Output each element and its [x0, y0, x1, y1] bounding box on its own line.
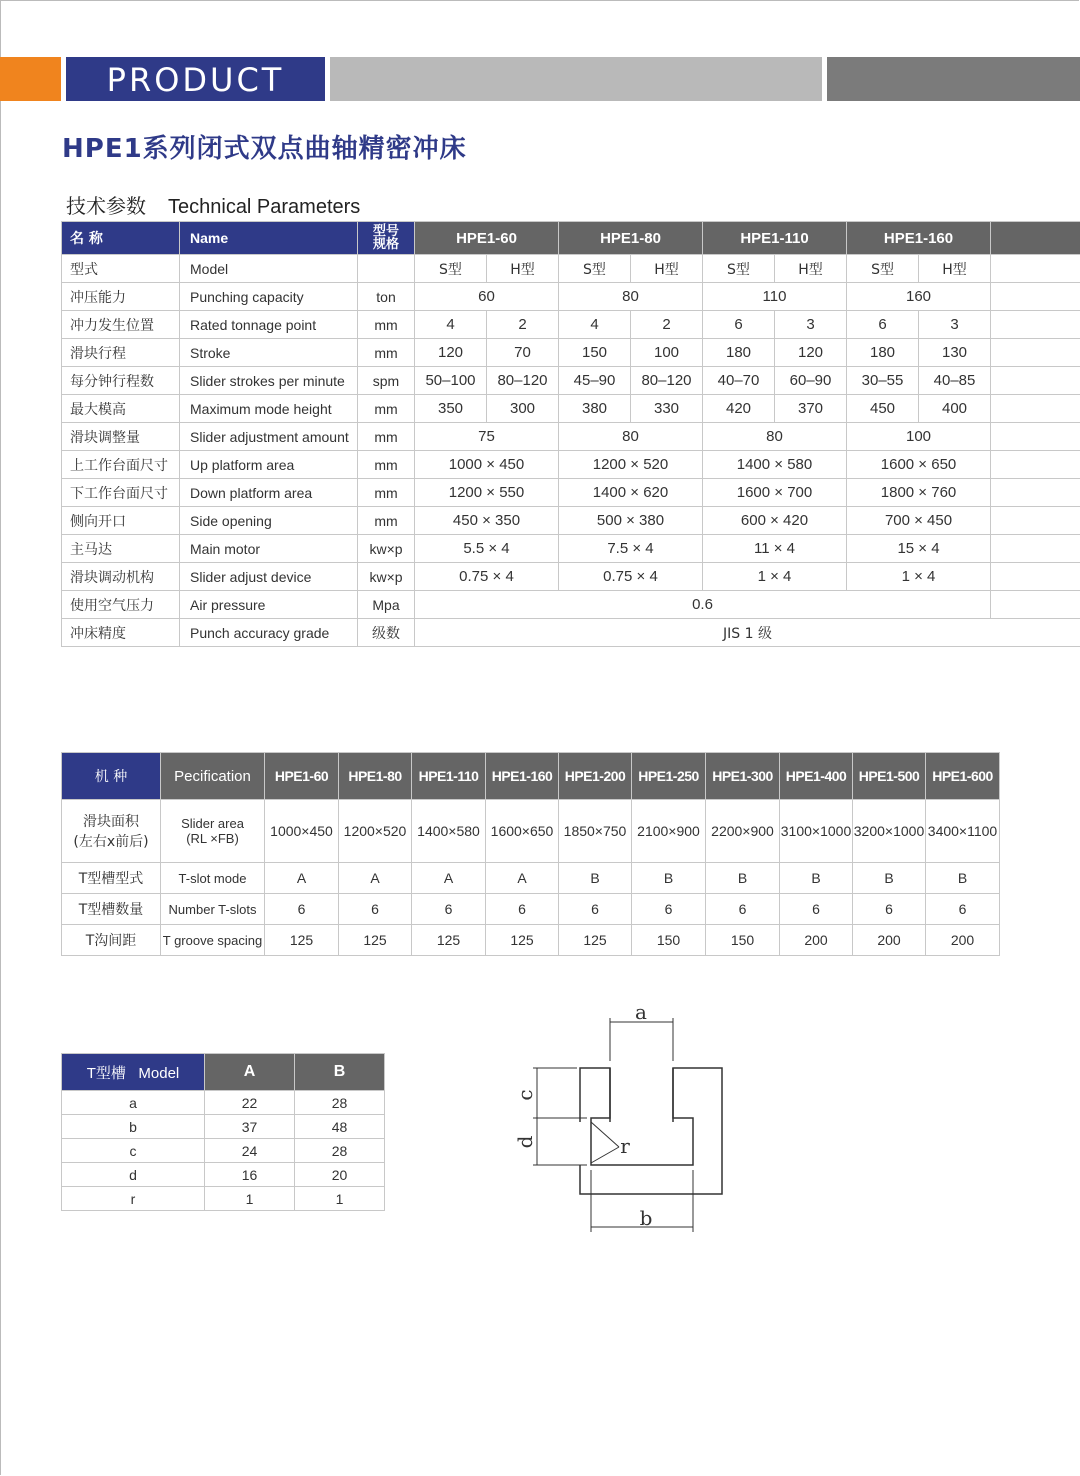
cell: 1600×650	[486, 800, 559, 863]
table-row	[62, 451, 1080, 479]
cell-filler	[991, 283, 1080, 311]
cell: 1400×580	[412, 800, 486, 863]
header-model: HPE1-80	[559, 222, 703, 255]
row-label-en: Model	[180, 255, 358, 283]
cell: 600 × 420	[703, 507, 847, 535]
cell: 40–70	[703, 367, 775, 395]
row-key: d	[62, 1163, 205, 1187]
table-row	[62, 619, 1080, 647]
cell-filler	[991, 339, 1080, 367]
cell-filler	[991, 563, 1080, 591]
row-unit: mm	[358, 339, 415, 367]
row-unit: kw×p	[358, 535, 415, 563]
table-row	[62, 1187, 385, 1211]
table-row	[62, 563, 1080, 591]
label-b: b	[639, 1206, 653, 1230]
cell: 40–85	[919, 367, 991, 395]
subtitle-cn: 技术参数	[66, 194, 146, 218]
cell: 1 × 4	[847, 563, 991, 591]
cell: A	[265, 863, 339, 894]
label-a: a	[635, 1000, 647, 1024]
row-label-en-line1: Slider area	[181, 816, 244, 831]
table-header-row	[62, 222, 1080, 255]
cell: 125	[339, 925, 412, 956]
row-label-en: Punching capacity	[180, 283, 358, 311]
cell: 200	[853, 925, 926, 956]
cell: 5.5 × 4	[415, 535, 559, 563]
cell: JIS 1 级	[415, 619, 1080, 647]
cell: A	[412, 863, 486, 894]
cell: 2200×900	[706, 800, 780, 863]
cell: 20	[295, 1163, 385, 1187]
cell: 6	[780, 894, 853, 925]
cell: 7.5 × 4	[559, 535, 703, 563]
header-spec-line2: 规格	[372, 237, 399, 252]
subtitle-en: Technical Parameters	[168, 196, 361, 218]
cell: 180	[847, 339, 919, 367]
row-label-en: Side opening	[180, 507, 358, 535]
cell: 1400 × 580	[703, 451, 847, 479]
table-row	[62, 925, 1000, 956]
cell: 1 × 4	[703, 563, 847, 591]
header-model: HPE1-600	[926, 753, 1000, 800]
cell-filler	[991, 423, 1080, 451]
cell: 45–90	[559, 367, 631, 395]
cell: 100	[847, 423, 991, 451]
cell: 1400 × 620	[559, 479, 703, 507]
row-label-cn: 冲压能力	[62, 283, 180, 311]
cell: 6	[486, 894, 559, 925]
row-label-en: Slider strokes per minute	[180, 367, 358, 395]
header-model: HPE1-160	[847, 222, 991, 255]
cell: 3200×1000	[853, 800, 926, 863]
table-row	[62, 863, 1000, 894]
cell: 4	[559, 311, 631, 339]
cell: B	[559, 863, 632, 894]
table-row	[62, 1139, 385, 1163]
cell: 75	[415, 423, 559, 451]
cell: 1200 × 520	[559, 451, 703, 479]
row-unit: 级数	[358, 619, 415, 647]
cell: 6	[339, 894, 412, 925]
row-label-cn-line1: 滑块面积	[83, 814, 139, 830]
cell: S型	[415, 255, 487, 283]
table-row	[62, 283, 1080, 311]
row-label-cn: 滑块行程	[62, 339, 180, 367]
row-label-en: Down platform area	[180, 479, 358, 507]
row-label-en: Slider adjust device	[180, 563, 358, 591]
table-header-row	[62, 1054, 385, 1091]
cell: 125	[265, 925, 339, 956]
row-key: r	[62, 1187, 205, 1211]
row-label-en: Up platform area	[180, 451, 358, 479]
header-model: HPE1-160	[486, 753, 559, 800]
row-label-en: Punch accuracy grade	[180, 619, 358, 647]
row-label-en: T groove spacing	[161, 925, 265, 956]
table-row	[62, 800, 1000, 863]
cell: 6	[265, 894, 339, 925]
cell: 6	[847, 311, 919, 339]
cell: 1	[205, 1187, 295, 1211]
row-label-en: Air pressure	[180, 591, 358, 619]
table-row	[62, 311, 1080, 339]
cell: S型	[559, 255, 631, 283]
row-label-cn: T型槽数量	[62, 894, 161, 925]
cell: 1600 × 650	[847, 451, 991, 479]
header-model: T型槽 Model	[62, 1054, 205, 1091]
dimension-a-lines	[610, 1018, 673, 1061]
cell: 60–90	[775, 367, 847, 395]
row-unit	[358, 255, 415, 283]
technical-parameters-table	[61, 221, 1080, 647]
cell: 130	[919, 339, 991, 367]
header-model: HPE1-200	[559, 753, 632, 800]
row-label-en: T-slot mode	[161, 863, 265, 894]
row-key: a	[62, 1091, 205, 1115]
table-row	[62, 1091, 385, 1115]
header-bar-light	[330, 57, 822, 101]
cell: 450 × 350	[415, 507, 559, 535]
cell: 200	[926, 925, 1000, 956]
row-unit: mm	[358, 479, 415, 507]
radius-indicator	[591, 1122, 619, 1163]
header-type: 机 种	[62, 753, 161, 800]
row-label-cn-line2: (左右x前后)	[73, 834, 149, 850]
cell: 300	[487, 395, 559, 423]
cell: 80–120	[487, 367, 559, 395]
cell: 3	[919, 311, 991, 339]
cell: 30–55	[847, 367, 919, 395]
row-label-cn: T沟间距	[62, 925, 161, 956]
cell: 110	[703, 283, 847, 311]
cell: 120	[775, 339, 847, 367]
cell: 370	[775, 395, 847, 423]
cell: 22	[205, 1091, 295, 1115]
row-label-en: Stroke	[180, 339, 358, 367]
cell: 700 × 450	[847, 507, 991, 535]
cell: 16	[205, 1163, 295, 1187]
row-label-cn: 冲床精度	[62, 619, 180, 647]
row-label-cn: T型槽型式	[62, 863, 161, 894]
cell-filler	[991, 395, 1080, 423]
row-label-en: Main motor	[180, 535, 358, 563]
cell: 1	[295, 1187, 385, 1211]
cell: 100	[631, 339, 703, 367]
header-model: HPE1-500	[853, 753, 926, 800]
cell: 1800 × 760	[847, 479, 991, 507]
row-unit: spm	[358, 367, 415, 395]
cell: 1600 × 700	[703, 479, 847, 507]
cell: 2	[631, 311, 703, 339]
header-model: HPE1-110	[412, 753, 486, 800]
row-label-cn: 型式	[62, 255, 180, 283]
dimension-c-lines	[533, 1068, 587, 1118]
table-row	[62, 479, 1080, 507]
cell: 2	[487, 311, 559, 339]
cell: 350	[415, 395, 487, 423]
cell: 6	[926, 894, 1000, 925]
cell: 6	[853, 894, 926, 925]
header-spec: Pecification	[161, 753, 265, 800]
cell: 24	[205, 1139, 295, 1163]
cell: 6	[632, 894, 706, 925]
dimension-d-lines	[533, 1118, 587, 1165]
cell: 3100×1000	[780, 800, 853, 863]
cell: A	[486, 863, 559, 894]
cell: S型	[847, 255, 919, 283]
cell: 1200 × 550	[415, 479, 559, 507]
cell: 1200×520	[339, 800, 412, 863]
cell: 125	[486, 925, 559, 956]
cell: S型	[703, 255, 775, 283]
page-title: HPE1系列闭式双点曲轴精密冲床	[62, 134, 467, 164]
cell-filler	[991, 507, 1080, 535]
row-key: c	[62, 1139, 205, 1163]
cell: 80	[559, 283, 703, 311]
cell: 0.75 × 4	[559, 563, 703, 591]
cell: B	[706, 863, 780, 894]
cell: 48	[295, 1115, 385, 1139]
header-banner: PRODUCT	[66, 57, 325, 101]
header-accent-orange	[0, 57, 61, 101]
row-label-cn: 使用空气压力	[62, 591, 180, 619]
row-label-cn: 侧向开口	[62, 507, 180, 535]
header-spec	[358, 222, 415, 255]
row-label-cn: 最大模高	[62, 395, 180, 423]
row-label-cn: 滑块调整量	[62, 423, 180, 451]
header-filler	[991, 222, 1080, 255]
table-header-row	[62, 753, 1000, 800]
cell: 6	[706, 894, 780, 925]
header-a: A	[205, 1054, 295, 1091]
header-b: B	[295, 1054, 385, 1091]
cell: 380	[559, 395, 631, 423]
row-unit: mm	[358, 311, 415, 339]
cell-filler	[991, 255, 1080, 283]
table-row	[62, 423, 1080, 451]
cell: 80	[703, 423, 847, 451]
header-bar-dark	[827, 57, 1080, 101]
table-row	[62, 395, 1080, 423]
cell: 0.75 × 4	[415, 563, 559, 591]
header-model: HPE1-400	[780, 753, 853, 800]
cell: 150	[706, 925, 780, 956]
cell: 400	[919, 395, 991, 423]
cell: 420	[703, 395, 775, 423]
table-row	[62, 535, 1080, 563]
cell: 6	[703, 311, 775, 339]
cell-filler	[991, 479, 1080, 507]
cell: B	[780, 863, 853, 894]
row-unit: kw×p	[358, 563, 415, 591]
table-row	[62, 339, 1080, 367]
cell: 120	[415, 339, 487, 367]
table-row	[62, 255, 1080, 283]
cell: 60	[415, 283, 559, 311]
row-unit: mm	[358, 451, 415, 479]
cell-filler	[991, 451, 1080, 479]
cell: 330	[631, 395, 703, 423]
cell: B	[853, 863, 926, 894]
row-unit: Mpa	[358, 591, 415, 619]
row-label-en	[161, 800, 265, 863]
row-label-cn	[62, 800, 161, 863]
cell-filler	[991, 311, 1080, 339]
cell: 3400×1100	[926, 800, 1000, 863]
table-row	[62, 894, 1000, 925]
header-model: HPE1-250	[632, 753, 706, 800]
cell: 150	[632, 925, 706, 956]
row-label-cn: 滑块调动机构	[62, 563, 180, 591]
header-model: HPE1-80	[339, 753, 412, 800]
table-row	[62, 367, 1080, 395]
cell: 0.6	[415, 591, 991, 619]
row-label-cn: 上工作台面尺寸	[62, 451, 180, 479]
cell: 1850×750	[559, 800, 632, 863]
row-label-en: Number T-slots	[161, 894, 265, 925]
cell: 1000 × 450	[415, 451, 559, 479]
cell: 2100×900	[632, 800, 706, 863]
cell: 37	[205, 1115, 295, 1139]
cell: 180	[703, 339, 775, 367]
row-label-en-line2: (RL ×FB)	[186, 831, 239, 846]
cell: 500 × 380	[559, 507, 703, 535]
cell: 80–120	[631, 367, 703, 395]
header-spec-line1: 型号	[372, 224, 399, 239]
cell: 50–100	[415, 367, 487, 395]
cell: 4	[415, 311, 487, 339]
table-row	[62, 591, 1080, 619]
row-label-en: Maximum mode height	[180, 395, 358, 423]
table-row	[62, 1115, 385, 1139]
t-slot-dimension-table	[61, 1053, 385, 1211]
table-row	[62, 1163, 385, 1187]
row-label-cn: 下工作台面尺寸	[62, 479, 180, 507]
cell: 200	[780, 925, 853, 956]
row-label-cn: 主马达	[62, 535, 180, 563]
cell: 3	[775, 311, 847, 339]
t-slot-diagram	[505, 995, 745, 1240]
cell: 160	[847, 283, 991, 311]
cell: B	[926, 863, 1000, 894]
table-row	[62, 507, 1080, 535]
header-name-cn: 名 称	[62, 222, 180, 255]
cell: 450	[847, 395, 919, 423]
label-c: c	[513, 1089, 537, 1101]
row-label-en: Rated tonnage point	[180, 311, 358, 339]
cell: A	[339, 863, 412, 894]
row-unit: mm	[358, 395, 415, 423]
cell: 150	[559, 339, 631, 367]
cell-filler	[991, 367, 1080, 395]
cell: 28	[295, 1139, 385, 1163]
row-label-cn: 冲力发生位置	[62, 311, 180, 339]
label-d: d	[513, 1135, 537, 1149]
cell: 80	[559, 423, 703, 451]
cell: H型	[919, 255, 991, 283]
row-unit: mm	[358, 507, 415, 535]
cell: 11 × 4	[703, 535, 847, 563]
header-model: HPE1-110	[703, 222, 847, 255]
header-model: HPE1-300	[706, 753, 780, 800]
cell: 6	[559, 894, 632, 925]
header-name-en: Name	[180, 222, 358, 255]
cell: 70	[487, 339, 559, 367]
cell: H型	[631, 255, 703, 283]
cell: H型	[487, 255, 559, 283]
label-r: r	[620, 1134, 630, 1158]
row-unit: ton	[358, 283, 415, 311]
row-label-en: Slider adjustment amount	[180, 423, 358, 451]
cell: 15 × 4	[847, 535, 991, 563]
row-label-cn: 每分钟行程数	[62, 367, 180, 395]
row-key: b	[62, 1115, 205, 1139]
cell-filler	[991, 591, 1080, 619]
cell-filler	[991, 535, 1080, 563]
cell: 1000×450	[265, 800, 339, 863]
cell: H型	[775, 255, 847, 283]
row-unit: mm	[358, 423, 415, 451]
cell: 125	[559, 925, 632, 956]
cell: 125	[412, 925, 486, 956]
cell: 28	[295, 1091, 385, 1115]
cell: 6	[412, 894, 486, 925]
header-model: HPE1-60	[265, 753, 339, 800]
cell: B	[632, 863, 706, 894]
section-subtitle	[66, 190, 360, 219]
slider-area-table	[61, 752, 1000, 956]
header-model: HPE1-60	[415, 222, 559, 255]
